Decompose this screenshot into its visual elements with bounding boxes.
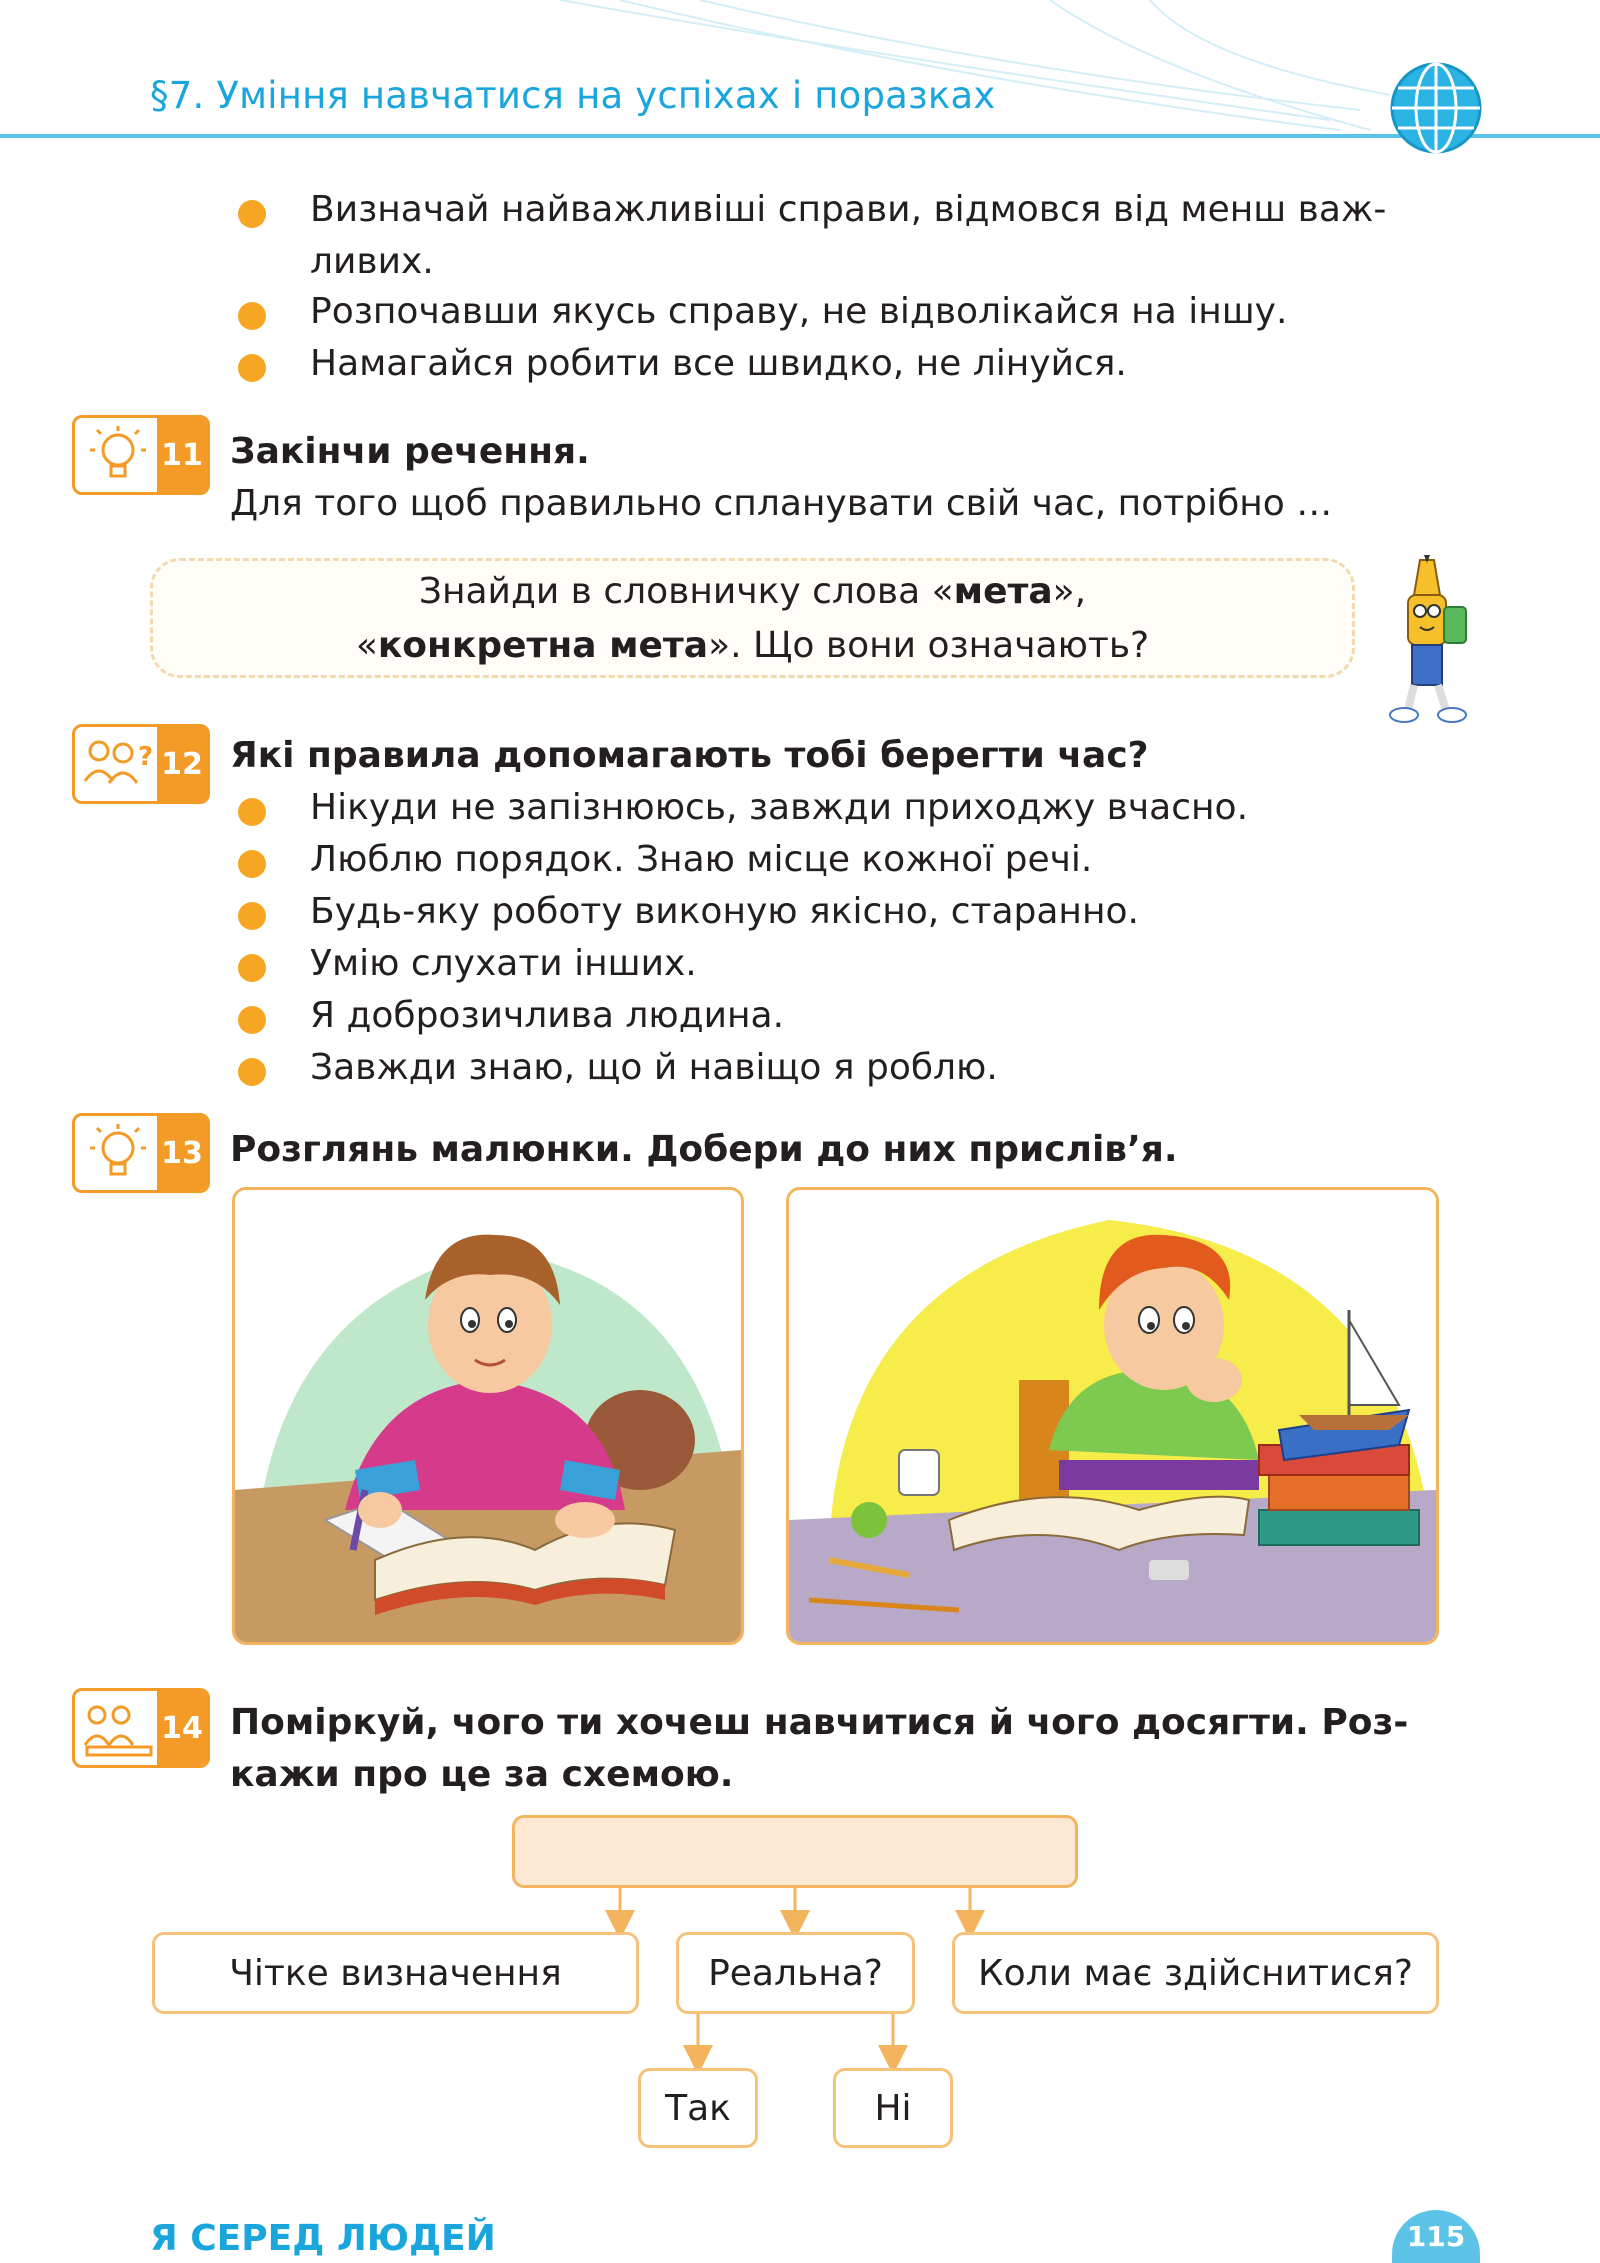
rule-item: Умію слухати інших. [310, 943, 697, 984]
svg-text:?: ? [138, 742, 154, 772]
dictionary-hint-line-1: Знайди в словничку слова «мета», [418, 571, 1087, 612]
task-number: 13 [157, 1116, 207, 1190]
task-number: 12 [157, 727, 207, 801]
task-number: 14 [157, 1691, 207, 1765]
intro-bullet-3: Намагайся робити все швидко, не лінуйся. [310, 343, 1127, 384]
task-14-title-line-1: Поміркуй, чого ти хочеш навчитися й чого досягти. Роз- [230, 1702, 1409, 1743]
rule-item: Нікуди не запізнююсь, завжди приходжу вчасно. [310, 787, 1249, 828]
task-11-text: Для того щоб правильно спланувати свій час, потрібно … [230, 483, 1333, 524]
rule-item: Завжди знаю, що й навіщо я роблю. [310, 1047, 998, 1088]
rule-item: Люблю порядок. Знаю місце кожної речі. [310, 839, 1093, 880]
intro-bullet-1-line-2: ливих. [310, 241, 434, 282]
section-title: §7. Уміння навчатися на успіхах і поразках [150, 74, 996, 117]
rule-item: Я доброзичлива людина. [310, 995, 785, 1036]
task-11-title: Закінчи речення. [230, 431, 590, 472]
rule-item: Будь-яку роботу виконую якісно, старанно. [310, 891, 1139, 932]
scheme-when-box: Коли має здійснитися? [952, 1932, 1439, 2014]
scheme-goal-box [512, 1815, 1078, 1888]
term-specific-goal: конкретна мета [377, 625, 709, 666]
task-12-title: Які правила допомагають тобі берегти час? [230, 735, 1149, 776]
scheme-clear-definition-box: Чітке визначення [152, 1932, 639, 2014]
task-number: 11 [157, 418, 207, 492]
page-number: 115 [1392, 2210, 1480, 2263]
task-13-title: Розглянь малюнки. Добери до них прислів’я. [230, 1129, 1178, 1170]
scheme-no-box: Ні [833, 2068, 953, 2148]
dictionary-hint-line-2: «конкретна мета». Що вони означають? [355, 625, 1150, 666]
scheme-realistic-box: Реальна? [676, 1932, 915, 2014]
scheme-yes-box: Так [638, 2068, 758, 2148]
task-14-title-line-2: кажи про це за схемою. [230, 1754, 734, 1795]
footer-section-title: Я СЕРЕД ЛЮДЕЙ [150, 2218, 496, 2259]
term-meta: мета [953, 571, 1053, 612]
intro-bullet-2: Розпочавши якусь справу, не відволікайся на іншу. [310, 291, 1288, 332]
intro-bullet-1-line-1: Визначай найважливіші справи, відмовся від менш важ- [310, 189, 1387, 230]
